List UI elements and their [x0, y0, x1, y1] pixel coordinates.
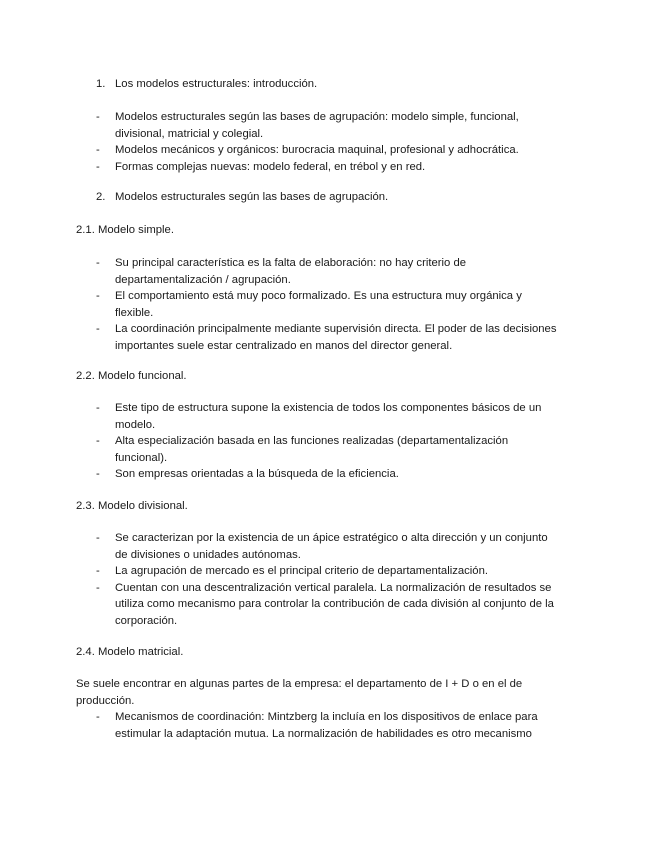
list-item: - La agrupación de mercado es el principal criterio de departamentalización. — [0, 563, 655, 580]
list-item: - El comportamiento está muy poco formalizado. Es una estructura muy orgánica y flexible. — [96, 290, 522, 319]
list-item: - Modelos mecánicos y orgánicos: burocracia maquinal, profesional y adhocrática. — [0, 142, 655, 159]
section-2-title: Modelos estructurales según las bases de agrupación. — [115, 191, 389, 203]
dash-marker: - — [96, 565, 100, 577]
dash-marker: - — [96, 581, 100, 594]
list-item: - Este tipo de estructura supone la existencia de todos los componentes básicos de un modelo. — [96, 402, 542, 431]
subsection-2-3-bullets — [0, 530, 655, 629]
subsection-2-1-heading: 2.1. Modelo simple. — [76, 224, 174, 236]
section-2-heading — [0, 189, 655, 206]
subsection-2-2-heading: 2.2. Modelo funcional. — [76, 370, 187, 382]
dash-marker: - — [96, 468, 100, 480]
list-item: - Mecanismos de coordinación: Mintzberg la incluía en los dispositivos de enlace para estimular la adaptación mutua. La normalización de habilidades es otro mecanismo — [96, 711, 538, 740]
subsection-2-2-bullets — [0, 400, 655, 483]
dash-marker: - — [96, 402, 100, 414]
subsection-2-4-paragraph: Se suele encontrar en algunas partes de la empresa: el departamento de I + D o en el de producción. — [76, 678, 523, 707]
subsection-2-3-heading: 2.3. Modelo divisional. — [76, 500, 188, 512]
section-1-bullets — [0, 109, 655, 175]
list-item: - Son empresas orientadas a la búsqueda de la eficiencia. — [0, 466, 655, 483]
dash-marker: - — [96, 257, 100, 269]
dash-marker: - — [96, 144, 100, 156]
list-item: - Se caracterizan por la existencia de un ápice estratégico o alta dirección y un conjunto de divisiones o unidades autónomas. — [96, 532, 548, 561]
list-item: - La coordinación principalmente mediante supervisión directa. El poder de las decisiones importantes suele estar centralizado en manos del director general. — [96, 323, 557, 352]
dash-marker: - — [96, 160, 100, 173]
list-number: 2. — [96, 191, 106, 203]
dash-marker: - — [96, 323, 100, 335]
subsection-2-4-heading: 2.4. Modelo matricial. — [76, 646, 184, 658]
list-item: - Alta especialización basada en las funciones realizadas (departamentalización funcional). — [96, 435, 509, 464]
list-item: - Modelos estructurales según las bases de agrupación: modelo simple, funcional, divisional, matricial y colegial. — [96, 111, 519, 140]
list-item: - Su principal característica es la falta de elaboración: no hay criterio de departamentalización / agrupación. — [96, 257, 467, 286]
section-1-title: Los modelos estructurales: introducción. — [115, 78, 318, 90]
dash-marker: - — [96, 290, 100, 302]
list-item: - Cuentan con una descentralización vertical paralela. La normalización de resultados se utiliza como mecanismo para controlar la contribución de cada división al conjunto de la corporación. — [96, 581, 554, 627]
list-number: 1. — [96, 78, 106, 90]
subsection-2-4-bullets — [0, 709, 655, 742]
section-1-heading — [0, 76, 655, 93]
list-item: - Formas complejas nuevas: modelo federal, en trébol y en red. — [0, 159, 655, 176]
dash-marker: - — [96, 711, 100, 723]
dash-marker: - — [96, 111, 100, 123]
subsection-2-1-bullets — [0, 255, 655, 354]
dash-marker: - — [96, 435, 100, 447]
dash-marker: - — [96, 532, 100, 544]
